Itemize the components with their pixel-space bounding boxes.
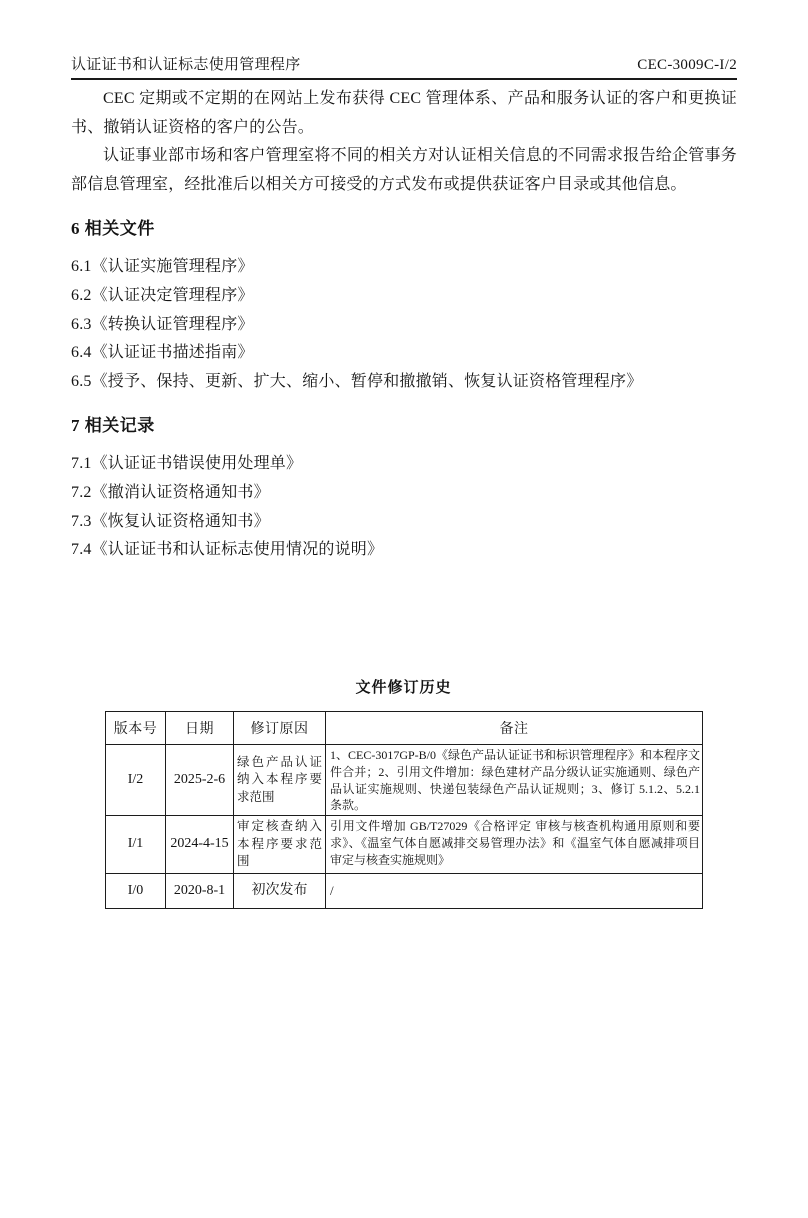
column-header-version: 版本号 xyxy=(106,712,166,745)
table-row-i1 xyxy=(106,816,703,874)
revision-history-section xyxy=(105,679,702,909)
section-heading-related-documents: 6 相关文件 xyxy=(71,219,155,239)
header-doc-number: CEC-3009C-I/2 xyxy=(637,57,737,73)
paragraph-cec-announcement: CEC 定期或不定期的在网站上发布获得 CEC 管理体系、产品和服务认证的客户和更换证书、撤销认证资格的客户的公告。 xyxy=(71,90,737,136)
cell-date: 2020-8-1 xyxy=(166,873,234,908)
list-item-6-5: 6.5《授予、保持、更新、扩大、缩小、暂停和撤撤销、恢复认证资格管理程序》 xyxy=(71,372,643,390)
cell-version: I/0 xyxy=(106,873,166,908)
cell-version: I/2 xyxy=(106,745,166,816)
cell-remark: 引用文件增加 GB/T27029《合格评定 审核与核查机构通用原则和要求》、《温室气体自愿减排交易管理办法》和《温室气体自愿减排项目审定与核查实施规则》 xyxy=(326,816,703,874)
table-header-row xyxy=(106,712,703,745)
list-item-7-4: 7.4《认证证书和认证标志使用情况的说明》 xyxy=(71,541,384,559)
cell-reason: 绿色产品认证纳入本程序要求范围 xyxy=(234,745,326,816)
paragraph-info-release: 认证事业部市场和客户管理室将不同的相关方对认证相关信息的不同需求报告给企管事务部信息管理室，经批准后以相关方可接受的方式发布或提供获证客户目录或其他信息。 xyxy=(71,147,737,193)
revision-table xyxy=(105,711,703,909)
cell-reason: 审定核查纳入本程序要求范围 xyxy=(234,816,326,874)
revision-table-title: 文件修订历史 xyxy=(355,680,452,696)
cell-remark: 1、CEC-3017GP-B/0《绿色产品认证证书和标识管理程序》和本程序文件合并；2、引用文件增加：绿色建材产品分级认证实施通则、绿色产品认证实施规则、快递包装绿色产品认证规则；3、修订 5.1.2、5.2.1 条款。 xyxy=(326,745,703,816)
document-body xyxy=(71,85,737,565)
cell-date: 2024-4-15 xyxy=(166,816,234,874)
cell-date: 2025-2-6 xyxy=(166,745,234,816)
column-header-reason: 修订原因 xyxy=(234,712,326,745)
column-header-remark: 备注 xyxy=(326,712,703,745)
cell-remark: / xyxy=(326,873,703,908)
cell-version: I/1 xyxy=(106,816,166,874)
table-row-i0 xyxy=(106,873,703,908)
page-header xyxy=(71,55,737,80)
list-item-7-2: 7.2《撤消认证资格通知书》 xyxy=(71,483,270,501)
list-item-6-3: 6.3《转换认证管理程序》 xyxy=(71,315,254,333)
list-item-6-4: 6.4《认证证书描述指南》 xyxy=(71,344,254,362)
section-heading-related-records: 7 相关记录 xyxy=(71,416,155,436)
table-row-i2 xyxy=(106,745,703,816)
cell-reason: 初次发布 xyxy=(234,873,326,908)
list-item-6-1: 6.1《认证实施管理程序》 xyxy=(71,258,254,276)
column-header-date: 日期 xyxy=(166,712,234,745)
list-item-7-3: 7.3《恢复认证资格通知书》 xyxy=(71,512,270,530)
list-item-6-2: 6.2《认证决定管理程序》 xyxy=(71,286,254,304)
list-item-7-1: 7.1《认证证书错误使用处理单》 xyxy=(71,455,303,473)
header-title: 认证证书和认证标志使用管理程序 xyxy=(71,57,301,73)
